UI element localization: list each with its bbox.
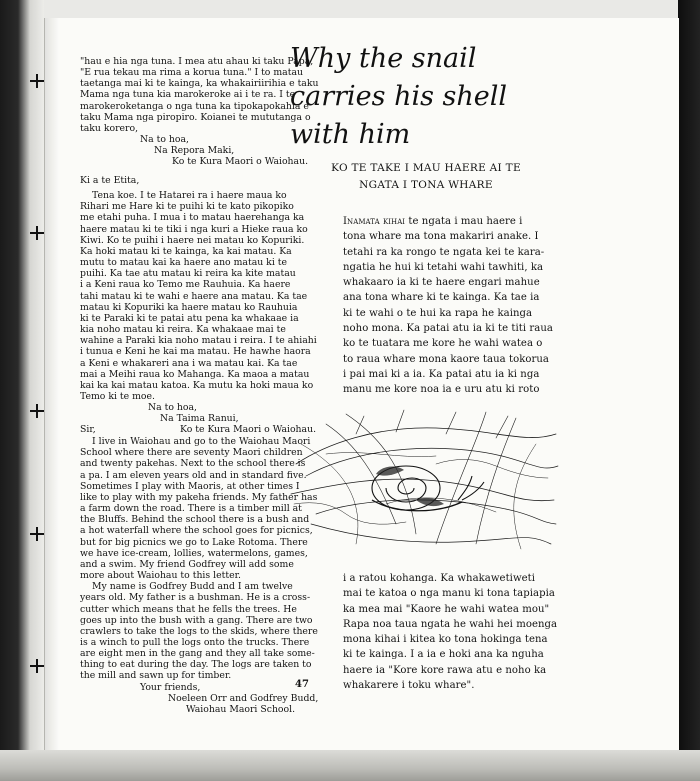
story-line: i pai mai ki a ia. Ka patai atu ia ki nga [343, 368, 540, 380]
signature-closing: Na to hoa, [148, 402, 198, 414]
snail-nest-illustration [286, 404, 564, 556]
letter-line: crawlers to take the logs to the skids, where there [80, 625, 318, 637]
gutter-shadow [45, 18, 59, 750]
letter-line: puihi. Ka tae atu matau ki reira ka kite matau [80, 268, 296, 280]
story-line: to raua whare mona kaore taua tokorua [343, 353, 549, 365]
letter-line: goes up into the bush with a gang. There are two [80, 614, 313, 626]
signature-school: Ko te Kura Maori o Waiohau. [172, 156, 309, 168]
letter-line: thing to eat during the day. The logs are taken to [80, 659, 312, 671]
letter-line: Ka hoki matau ki te kainga, ka kai matau. Ka [80, 245, 292, 257]
letter-line: cutter which means that he fells the trees. He [80, 603, 297, 615]
story-title-line: with him [290, 119, 411, 150]
letter-signature [80, 134, 320, 167]
story-line: noho mona. Ka patai atu ia ki te titi raua [343, 323, 553, 335]
letter-line: Mama nga tuna kia marokeroke ai i te ra. I te [80, 89, 296, 101]
letter-line: taku Mama nga piropiro. Koianei te mututanga o [80, 111, 311, 123]
story-line [343, 214, 563, 229]
letter-line: a Keni e whakareri ana i wa matau kai. Ka tae [80, 357, 298, 369]
story-subtitle-line: NGATA I TONA WHARE [359, 179, 493, 191]
letter-line: ki te Paraki ki te patai atu pena ka whakaae ia [80, 312, 299, 324]
letter-line: Temo ki te moe. [80, 390, 155, 402]
letter-line: me etahi puha. I mua i to matau haerehanga ka [80, 212, 305, 224]
story-title [290, 40, 580, 154]
signature-school: Ko te Kura Maori o Waiohau. [180, 424, 317, 436]
letter-line: Rihari me Hare ki te puihi ki te kato pikopiko [80, 201, 294, 213]
letter-line: the mill and sawn up for timber. [80, 670, 232, 682]
letter-line: My name is Godfrey Budd and I am twelve [92, 581, 293, 593]
story-title-line: Why the snail [290, 43, 477, 74]
letter-line: and a swim. My friend Godfrey will add some [80, 558, 294, 570]
letter-line: more about Waiohau to this letter. [80, 570, 241, 582]
story-line: manu me kore noa ia e uru atu ki roto [343, 384, 540, 396]
letter-line: mai a Meihi raua ko Mahanga. Ka maoa a matau [80, 368, 310, 380]
signature-closing: Na to hoa, [140, 134, 190, 146]
letter-line: marokeroketanga o nga tuna ka tipokapokahia e [80, 100, 309, 112]
story-line: ngatia he hui ki tetahi wahi tawhiti, ka [343, 261, 544, 273]
story-line-text: te ngata i mau haere i [405, 216, 523, 227]
letter-line: a pa. I am eleven years old and in standard five. [80, 469, 307, 481]
signature-name: Na Taima Ranui, [160, 413, 239, 425]
letter-line: taetanga mai ki te kainga, ka whakairiirihia e taku [80, 78, 319, 90]
letter-line: i a Keni raua ko Temo me Rauhuia. Ka haere [80, 279, 291, 291]
story-subtitle-line: KO TE TAKE I MAU HAERE AI TE [331, 162, 521, 174]
letter-salutation: Sir, [80, 424, 96, 435]
story-line: ko te tuatara me kore he wahi watea o [343, 338, 543, 350]
letter-repora-maki [80, 56, 320, 168]
signature-name: Noeleen Orr and Godfrey Budd, [168, 692, 319, 704]
letter-line: mutu to matau kai ka haere ano matau ki te [80, 257, 287, 269]
letter-line: matau ki Kopuriki ka haere matau ko Rauhuia [80, 301, 298, 313]
letter-line: wahine a Paraki kia noho matau i reira. I te ahiahi [80, 335, 317, 347]
letter-line: Tena koe. I te Hatarei ra i haere maua ko [92, 190, 287, 202]
letter-line: but for big picnics we go to Lake Rotoma. There [80, 536, 308, 548]
letter-signature [80, 682, 330, 715]
letter-line: kia noho matau ki reira. Ka whakaae mai te [80, 324, 286, 336]
story-text-bottom [343, 571, 563, 693]
letter-line: kai ka kai matau katoa. Ka mutu ka hoki maua ko [80, 379, 314, 391]
page-number: 47 [295, 679, 309, 690]
letter-line: is a winch to pull the logs onto the trucks. There [80, 636, 310, 648]
letter-line: the Bluffs. Behind the school there is a bush and [80, 514, 310, 526]
story-text-top [343, 214, 563, 398]
letter-line: School where there are seventy Maori children [80, 447, 303, 459]
story-line: tetahi ra ka rongo te ngata kei te kara- [343, 246, 545, 258]
letter-line: haere matau ki te tiki i nga kuri a Hieke raua ko [80, 223, 308, 235]
story-title-line: carries his shell [290, 81, 508, 112]
letter-line: i tunua e Keni he kai ma matau. He hawhe haora [80, 346, 311, 358]
signature-name: Na Repora Maki, [154, 145, 235, 157]
letter-line: I live in Waiohau and go to the Waiohau Maori [92, 436, 311, 448]
story-line: whakaaro ia ki te haere engari mahue [343, 277, 540, 289]
story-line: tona whare ma tona makariri anake. I [343, 231, 539, 243]
letter-line: tahi matau ki te wahi e haere ana matau. Ka tae [80, 290, 308, 302]
letter-line: we have ice-cream, lollies, watermelons, games, [80, 547, 308, 559]
story-line: Rapa noa taua ngata he wahi hei moenga [343, 618, 558, 630]
story-subtitle [295, 160, 557, 194]
story-line: mai te katoa o nga manu ki tona tapiapia [343, 588, 555, 600]
story-line: haere ia "Kore kore rawa atu e noho ka [343, 664, 547, 676]
story-line: i a ratou kohanga. Ka whakawetiweti [343, 573, 536, 584]
story-line: ana tona whare ki te kainga. Ka tae ia [343, 292, 540, 304]
story-line: mona kihai i kitea ko tona hokinga tena [343, 634, 548, 646]
letter-line: Kiwi. Ko te puihi i haere nei matau ko Kopuriki. [80, 234, 305, 246]
letter-line: "hau e hia nga tuna. I mea atu ahau ki taku Papa, [80, 56, 314, 67]
letter-line: are eight men in the gang and they all take some- [80, 648, 315, 660]
story-line: ka mea mai "Kaore he wahi watea mou" [343, 603, 550, 615]
signature-school: Waiohau Maori School. [186, 703, 296, 715]
scan-edge [678, 0, 700, 781]
letter-line: "E rua tekau ma rima a korua tuna." I to matau [80, 67, 303, 79]
letter-line: years old. My father is a bushman. He is a cross- [80, 592, 311, 604]
letter-line: like to play with my pakeha friends. My father has [80, 491, 318, 503]
letter-line: taku korero, [80, 122, 139, 134]
story-line: ki te kainga. I a ia e hoki ana ka nguha [343, 649, 544, 661]
story-line: whakarere i toku whare". [343, 680, 475, 692]
scan-bottom-edge [0, 750, 700, 781]
letter-salutation: Ki a te Etita, [80, 175, 140, 186]
letter-taima-ranui [80, 175, 320, 436]
story-line: ki te wahi o te hui ka rapa he kainga [343, 307, 533, 319]
story-opening-words: Inamata kihai [343, 216, 406, 227]
letter-line: Sometimes I play with Maoris, at other times I [80, 480, 300, 492]
letter-line: and twenty pakehas. Next to the school there is [80, 458, 306, 470]
letter-line: a hot waterfall where the school goes for picnics, [80, 525, 313, 537]
signature-closing: Your friends, [140, 681, 201, 693]
letter-line: a farm down the road. There is a timber mill at [80, 503, 302, 515]
